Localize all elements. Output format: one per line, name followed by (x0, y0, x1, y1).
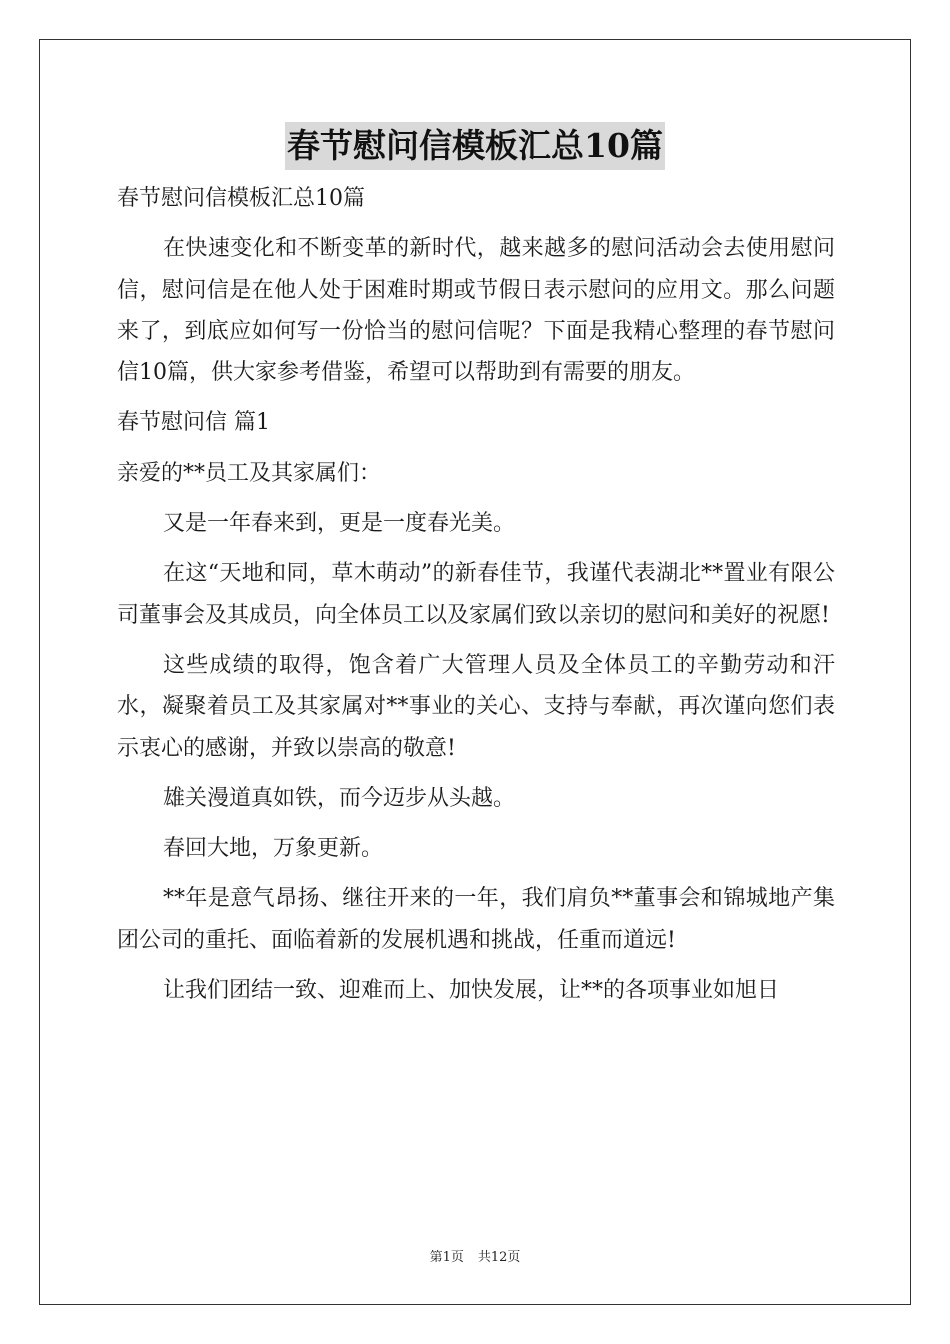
body-paragraph: 春回大地，万象更新。 (163, 836, 384, 862)
title-area (0, 122, 950, 170)
document-title: 春节慰问信模板汇总10篇 (285, 122, 665, 170)
body-paragraph: 这些成绩的取得，饱含着广大管理人员及全体员工的辛勤劳动和汗水，凝聚着员工及其家属对**事业的关心、支持与奉献，再次谨向您们表示衷心的感谢，并致以崇高的敬意! (117, 652, 835, 761)
salutation: 亲爱的**员工及其家属们： (117, 460, 382, 486)
body-paragraph: **年是意气昂扬、继往开来的一年，我们肩负**董事会和锦城地产集团公司的重托、面临着新的发展机遇和挑战，任重而道远! (117, 886, 835, 953)
page-total: 共12页 (477, 1250, 521, 1265)
document-subtitle: 春节慰问信模板汇总10篇 (117, 186, 365, 211)
page-footer (0, 1246, 950, 1265)
page-number: 第1页 (429, 1250, 464, 1265)
document-body (117, 178, 835, 1011)
body-paragraph: 雄关漫道真如铁，而今迈步从头越。 (163, 785, 516, 811)
intro-paragraph: 在快速变化和不断变革的新时代，越来越多的慰问活动会去使用慰问信，慰问信是在他人处于困难时期或节假日表示慰问的应用文。那么问题来了，到底应如何写一份恰当的慰问信呢？下面是我精心整理的春节慰问信10篇，供大家参考借鉴，希望可以帮助到有需要的朋友。 (117, 236, 835, 386)
body-paragraph: 在这“天地和同，草木萌动”的新春佳节，我谨代表湖北**置业有限公司董事会及其成员，向全体员工以及家属们致以亲切的慰问和美好的祝愿! (117, 561, 835, 628)
body-paragraph: 又是一年春来到，更是一度春光美。 (163, 511, 516, 537)
body-paragraph: 让我们团结一致、迎难而上、加快发展，让**的各项事业如旭日 (163, 978, 780, 1004)
section-heading: 春节慰问信 篇1 (117, 410, 270, 436)
